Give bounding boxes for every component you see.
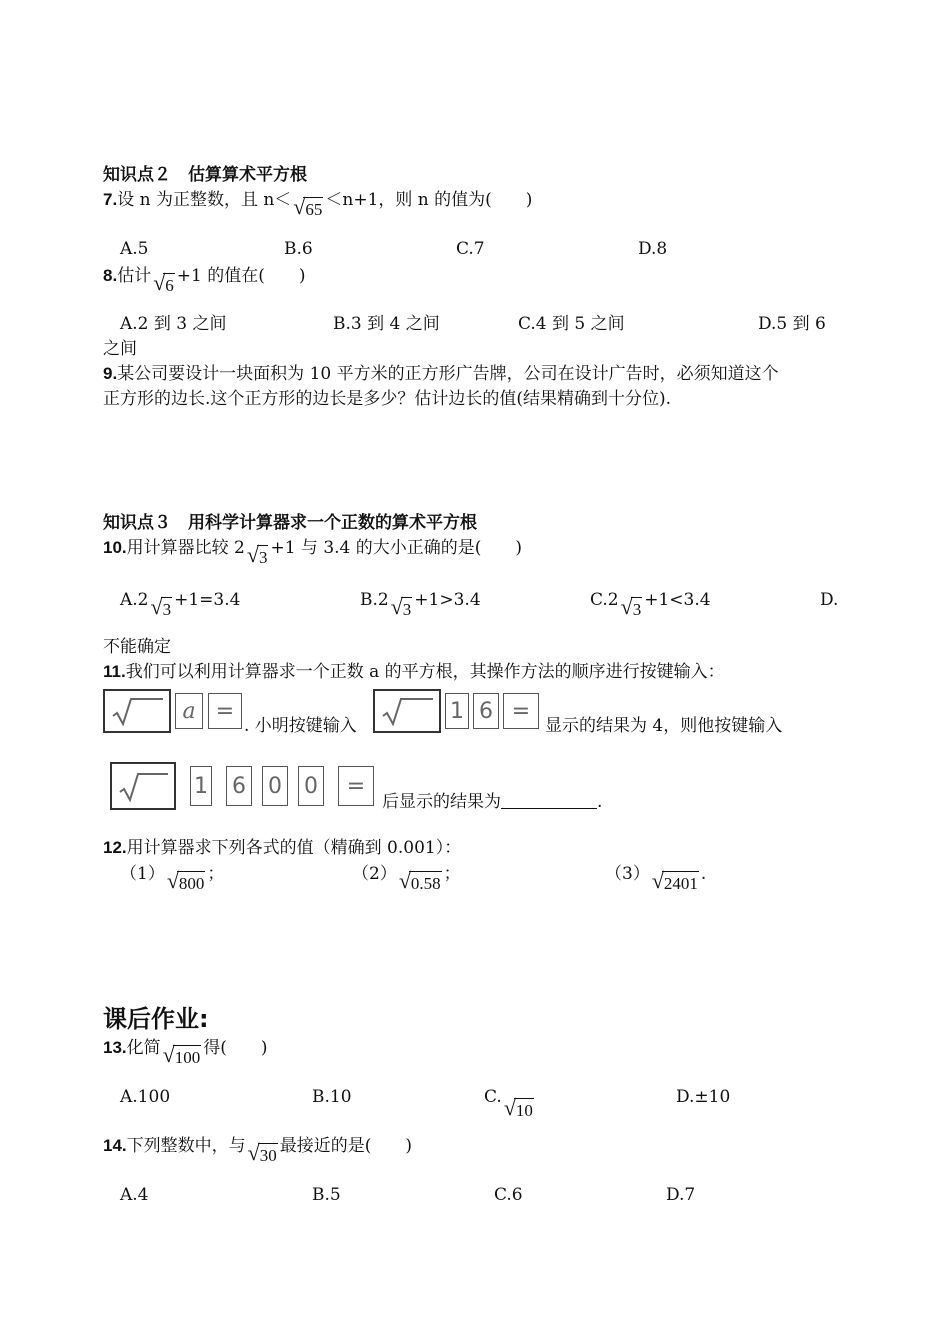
- question-text-tail: 得( ): [203, 1038, 268, 1058]
- question-number: 13.: [103, 1038, 127, 1057]
- option-b: B.5: [312, 1185, 341, 1205]
- radical-icon: √: [398, 868, 411, 893]
- radicand: 3: [161, 597, 173, 620]
- question-text: 用计算器求下列各式的值（精确到 0.001）：: [126, 838, 462, 858]
- sqrt-expression: [652, 870, 699, 894]
- sqrt-expression: [293, 196, 323, 220]
- sqrt-key: [110, 762, 176, 810]
- part-label: （1）: [120, 864, 165, 884]
- question-14: [103, 1134, 412, 1166]
- answer-blank[interactable]: [501, 792, 597, 809]
- radical-icon: √: [503, 1095, 516, 1120]
- key-6: [473, 693, 499, 729]
- question-text-tail: +1 的值在( ): [176, 266, 306, 286]
- option-b: [360, 588, 481, 620]
- question-9: [103, 362, 779, 386]
- key-label: 6: [232, 773, 246, 799]
- option-c: [484, 1085, 536, 1121]
- option-label: A.2: [120, 590, 149, 610]
- radicand: 800: [177, 871, 206, 894]
- question-text: 化简: [126, 1038, 161, 1058]
- key-1: [445, 693, 469, 729]
- radical-icon: √: [390, 594, 403, 619]
- section-2-title: 知识点２ 估算算术平方根: [103, 165, 307, 185]
- option-a: [120, 588, 240, 620]
- option-label: B.2: [360, 590, 389, 610]
- radical-icon: √: [166, 868, 179, 893]
- key-label: 1: [194, 773, 208, 799]
- radicand: 3: [257, 545, 269, 568]
- question-13: [103, 1036, 267, 1068]
- question-number: 9.: [103, 364, 118, 383]
- question-number: 10.: [103, 538, 127, 557]
- sqrt-expression: [167, 870, 206, 894]
- option-b: B.10: [312, 1087, 352, 1107]
- sqrt-key-icon: [377, 694, 437, 728]
- question-text-tail: ＜n+1，则 n 的值为( ): [325, 190, 533, 210]
- question-text: 用计算器比较 2: [126, 538, 245, 558]
- question-text: 估计: [117, 266, 152, 286]
- radical-icon: √: [162, 1042, 175, 1067]
- sqrt-key: [103, 689, 171, 733]
- option-b: B.6: [284, 239, 313, 259]
- radicand: 30: [258, 1143, 278, 1166]
- key-label: =: [215, 698, 235, 724]
- sqrt-expression: [399, 870, 442, 894]
- homework-title: 课后作业:: [103, 1005, 209, 1033]
- option-text: +1<3.4: [644, 590, 711, 610]
- sqrt-key: [373, 689, 441, 733]
- question-text: 某公司要设计一块面积为 10 平方米的正方形广告牌，公司在设计广告时，必须知道这个: [117, 364, 779, 384]
- key-label: =: [346, 773, 366, 799]
- question-text-tail: +1 与 3.4 的大小正确的是( ): [270, 538, 523, 558]
- option-c: C.7: [456, 239, 485, 259]
- part-1: [120, 862, 224, 894]
- question-text: 后显示的结果为: [382, 792, 501, 812]
- radical-icon: √: [247, 1140, 260, 1165]
- option-c: C.4 到 5 之间: [518, 314, 625, 334]
- radicand: 3: [401, 597, 413, 620]
- key-label: 0: [304, 773, 318, 799]
- option-a: A.5: [120, 239, 149, 259]
- option-c: C.6: [494, 1185, 523, 1205]
- part-label: （3）: [605, 864, 650, 884]
- radical-icon: √: [150, 594, 163, 619]
- key-6: [226, 766, 252, 806]
- option-a: A.4: [120, 1185, 149, 1205]
- key-a: [175, 693, 203, 729]
- sqrt-expression: [151, 596, 173, 620]
- sqrt-expression: [153, 272, 175, 296]
- key-label: 1: [450, 698, 464, 724]
- key-0: [298, 766, 324, 806]
- sqrt-expression: [621, 596, 643, 620]
- key-label: =: [511, 698, 531, 724]
- sqrt-expression: [504, 1097, 534, 1121]
- punct: ；: [443, 864, 461, 884]
- part-label: （2）: [352, 864, 397, 884]
- punct: .: [700, 864, 707, 884]
- punct: ；: [207, 864, 225, 884]
- option-label: C.: [484, 1087, 502, 1107]
- question-9-line-2: 正方形的边长.这个正方形的边长是多少？估计边长的值(结果精确到十分位).: [103, 389, 672, 409]
- question-text-tail: .: [597, 792, 603, 812]
- question-text-tail: 最接近的是( ): [279, 1136, 412, 1156]
- key-0: [262, 766, 288, 806]
- option-d: D.5 到 6: [758, 314, 826, 334]
- radical-icon: √: [293, 194, 306, 219]
- radicand: 65: [303, 197, 323, 220]
- option-text: +1=3.4: [174, 590, 241, 610]
- option-a: A.2 到 3 之间: [120, 314, 227, 334]
- key-equals: [503, 693, 539, 729]
- option-d: D.±10: [676, 1087, 731, 1107]
- radicand: 100: [173, 1045, 202, 1068]
- option-c: [590, 588, 711, 620]
- question-7: [103, 188, 532, 220]
- sqrt-expression: [248, 1142, 278, 1166]
- question-10: [103, 536, 522, 568]
- option-label: C.2: [590, 590, 619, 610]
- sqrt-key-icon: [107, 694, 167, 728]
- question-12: [103, 836, 461, 860]
- question-text: 设 n 为正整数，且 n＜: [117, 190, 292, 210]
- radicand: 0.58: [409, 871, 442, 894]
- part-3: [605, 862, 706, 894]
- q11-text-after: 显示的结果为 4，则他按键输入: [545, 716, 783, 736]
- question-number: 14.: [103, 1136, 127, 1155]
- option-d: D.: [820, 590, 839, 610]
- section-3-title: 知识点３ 用科学计算器求一个正数的算术平方根: [103, 513, 477, 533]
- key-label: 6: [479, 698, 493, 724]
- question-text: 我们可以利用计算器求一个正数 a 的平方根，其操作方法的顺序进行按键输入：: [125, 662, 725, 682]
- question-number: 12.: [103, 838, 127, 857]
- question-number: 8.: [103, 266, 118, 285]
- option-a: A.100: [120, 1087, 171, 1107]
- option-text: +1>3.4: [414, 590, 481, 610]
- radicand: 2401: [662, 871, 699, 894]
- option-d-wrap: 之间: [103, 339, 137, 359]
- radical-icon: √: [246, 542, 259, 567]
- q11-text-mid: . 小明按键输入: [244, 716, 357, 736]
- sqrt-expression: [247, 544, 269, 568]
- radical-icon: √: [153, 270, 166, 295]
- option-b: B.3 到 4 之间: [333, 314, 440, 334]
- radicand: 10: [514, 1098, 534, 1121]
- key-1: [190, 766, 212, 806]
- key-label: 0: [268, 773, 282, 799]
- question-text: 下列整数中，与: [126, 1136, 246, 1156]
- question-number: 7.: [103, 190, 118, 209]
- key-label: a: [182, 698, 196, 724]
- radical-icon: √: [651, 868, 664, 893]
- sqrt-key-icon: [114, 768, 172, 804]
- radicand: 6: [163, 273, 175, 296]
- key-equals: [208, 693, 242, 729]
- option-d: D.7: [666, 1185, 696, 1205]
- radicand: 3: [631, 597, 643, 620]
- option-d: D.8: [638, 239, 668, 259]
- question-8: [103, 264, 306, 296]
- radical-icon: √: [620, 594, 633, 619]
- question-11: [103, 660, 725, 684]
- sqrt-expression: [391, 596, 413, 620]
- option-d-wrap: 不能确定: [103, 637, 171, 657]
- sqrt-expression: [163, 1044, 202, 1068]
- key-equals: [338, 766, 374, 806]
- part-2: [352, 862, 461, 894]
- question-number: 11.: [103, 662, 126, 681]
- q11-text-end: [382, 790, 602, 814]
